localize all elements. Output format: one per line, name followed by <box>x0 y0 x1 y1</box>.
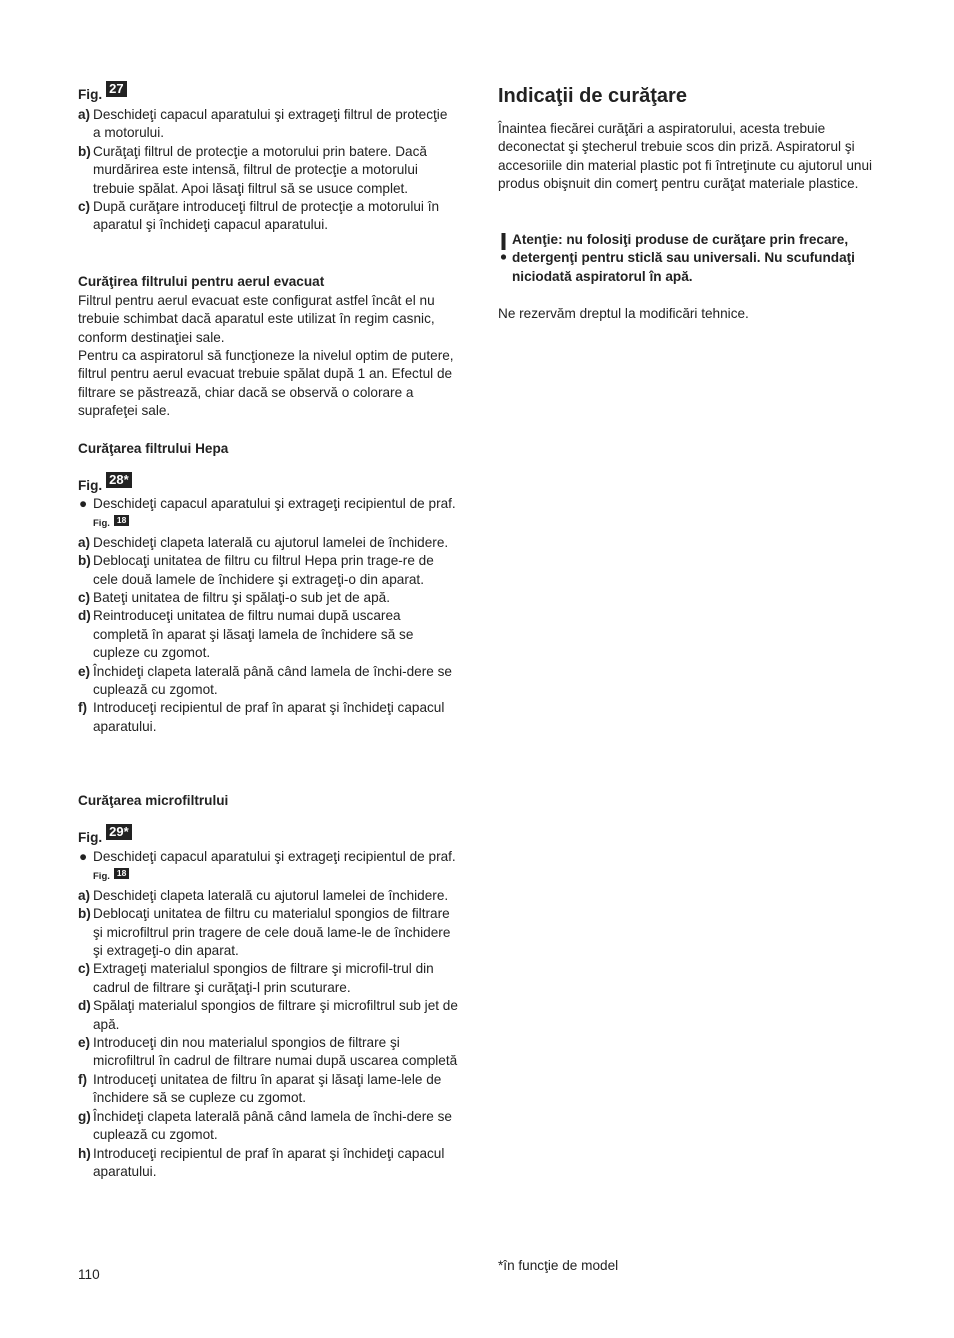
list-item: c) După curăţare introduceţi filtrul de protecţie a motorului în aparatul şi închideţi capacul aparatului. <box>78 199 440 233</box>
exhaust-filter-heading: Curăţirea filtrului pentru aerul evacuat <box>78 274 325 289</box>
list-item: h) Introduceţi recipientul de praf în aparat şi închideţi capacul aparatului. <box>78 1145 445 1179</box>
page-title: Indicaţii de curăţare <box>498 85 687 107</box>
list-item: f) Introduceţi recipientul de praf în aparat şi închideţi capacul aparatului. <box>78 700 445 734</box>
list-item: c) Extrageţi materialul spongios de filtrare şi microfil-trul din cadrul de filtrare şi curăţaţi-l prin scuturare. <box>78 961 434 995</box>
list-item: a) Deschideţi capacul aparatului şi extrageţi filtrul de protecţie a motorului. <box>78 107 448 141</box>
list-item: b) Deblocaţi unitatea de filtru cu materialul spongios de filtrare şi microfiltrul prin tragere de cele două lame-le de închidere şi extrageţi-o din aparat. <box>78 906 451 959</box>
exhaust-filter-text-1: Filtrul pentru aerul evacuat este configurat astfel încât el nu trebuie schimbat dacă aparatul este utilizat în regim casnic, conform destinaţiei sale. <box>78 293 435 345</box>
hepa-filter-heading: Curăţarea filtrului Hepa <box>78 441 229 456</box>
list-item: e) Introduceţi din nou materialul spongios de filtrare şi microfiltrul în cadrul de filtrare numai după uscarea completă <box>78 1035 458 1069</box>
list-item: d) Spălaţi materialul spongios de filtrare şi microfiltrul sub jet de apă. <box>78 998 458 1032</box>
footnote: *în funcţie de model <box>498 1258 619 1273</box>
cleaning-intro: Înaintea fiecărei curăţări a aspiratorului, acesta trebuie deconectat şi ştecherul trebuie scos din priză. Aspiratorul şi accesoriile din material plastic pot fi întreţinute cu ajutorul unui produs obişnuit din comerţ pentru curăţat materiale plastice. <box>498 121 873 192</box>
hepa-filter-steps <box>78 495 458 736</box>
exhaust-filter-text-2: Pentru ca aspiratorul să funcţioneze la nivelul optim de putere, filtrul pentru aerul evacuat trebuie spălat după 1 an. Efectul de filtrare se păstrează, chiar dacă se observă o colorare a suprafeţei sale. <box>78 348 454 419</box>
bullet-icon: ● <box>79 496 88 511</box>
list-item: e) Închideţi clapeta laterală până când lamela de închi-dere se cuplează cu zgomot. <box>78 663 452 698</box>
figure-ref-28: Fig. 28* <box>78 477 132 495</box>
figure-number-badge: 29* <box>106 824 132 840</box>
microfilter-steps <box>78 848 458 1181</box>
list-item: b) Deblocaţi unitatea de filtru cu filtrul Hepa prin trage-re de cele două lamele de închidere şi extrageţi-o din aparat. <box>78 553 434 587</box>
figure-ref-27: Fig. 27 <box>78 86 127 104</box>
bullet-icon: ● <box>79 849 88 864</box>
figure-number-badge: 28* <box>106 472 132 488</box>
figure-number-badge: 18 <box>114 868 129 879</box>
warning-text: Atenţie: nu folosiţi produse de curăţare prin frecare, detergenţi pentru sticlă sau universali. Nu scufundaţi niciodată aspiratorul în apă. <box>512 232 855 284</box>
list-item: g) Închideţi clapeta laterală până când lamela de închi-dere se cuplează cu zgomot. <box>78 1108 452 1143</box>
figure-number-badge: 18 <box>114 515 129 526</box>
figure-ref-29: Fig. 29* <box>78 829 132 847</box>
exclamation-icon <box>498 231 510 265</box>
microfilter-heading: Curăţarea microfiltrului <box>78 793 229 808</box>
list-item: b) Curăţaţi filtrul de protecţie a motorului prin batere. Dacă murdărirea este intensă, filtrul de protecţie a motorului trebuie spălat. Apoi lăsaţi filtrul să se usuce complet. <box>78 143 427 196</box>
list-item: a) Deschideţi clapeta laterală cu ajutorul lamelei de închidere. <box>78 534 449 550</box>
technical-changes-note: Ne rezervăm dreptul la modificări tehnice. <box>498 306 749 321</box>
motor-filter-steps <box>78 106 458 235</box>
page-number: 110 <box>78 1267 100 1282</box>
list-item: c) Bateţi unitatea de filtru şi spălaţi-o sub jet de apă. <box>78 590 390 606</box>
list-item: ● Deschideţi capacul aparatului şi extrageţi recipientul de praf. Fig. 18 <box>79 496 456 530</box>
figure-number-badge: 27 <box>106 81 126 97</box>
list-item: ● Deschideţi capacul aparatului şi extrageţi recipientul de praf. Fig. 18 <box>79 849 456 883</box>
list-item: d) Reintroduceţi unitatea de filtru numai după uscarea completă în aparat şi lăsaţi lamela de închidere să se cupleze cu zgomot. <box>78 608 414 661</box>
list-item: f) Introduceţi unitatea de filtru în aparat şi lăsaţi lame-lele de închidere să se cupleze cu zgomot. <box>78 1071 442 1106</box>
list-item: a) Deschideţi clapeta laterală cu ajutorul lamelei de închidere. <box>78 887 449 903</box>
